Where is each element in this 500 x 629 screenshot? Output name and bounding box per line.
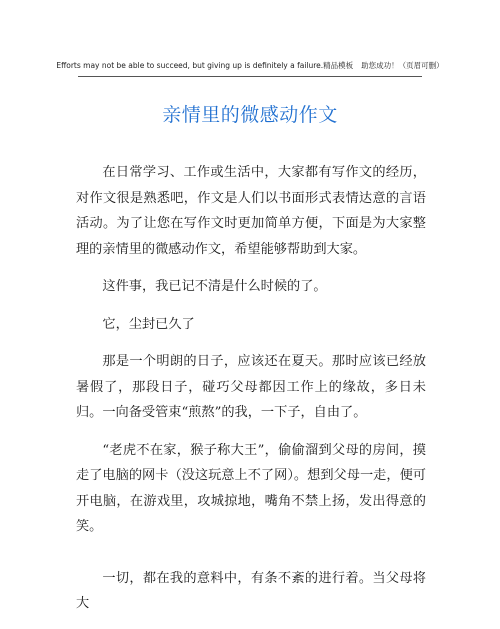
document-body	[76, 160, 426, 629]
header-wish: 助您成功！	[361, 61, 399, 70]
header-edit-note: （页眉可删）	[398, 61, 444, 70]
paragraph-6: 一切，都在我的意料中，有条不紊的进行着。当父母将大	[76, 570, 426, 611]
header-divider	[78, 76, 422, 77]
page-header	[0, 60, 500, 71]
header-motto: Efforts may not be able to succeed, but giving up is definitely a failure.	[56, 61, 324, 70]
paragraph-intro: 在日常学习、工作或生活中，大家都有写作文的经历，对作文很是熟悉吧，作文是人们以书面形式表情达意的言语活动。为了让您在写作文时更加简单方便，下面是为大家整理的亲情里的微感动作文，希望能够帮助到大家。	[76, 165, 426, 257]
paragraph-4: 那是一个明朗的日子，应该还在夏天。那时应该已经放暑假了，那段日子，碰巧父母都因工作上的缘故，多日未归。一向备受管束“煎熬”的我，一下子，自由了。	[76, 354, 426, 420]
paragraph-3: 它，尘封已久了	[102, 316, 195, 332]
paragraph-5: “老虎不在家，猴子称大王”，偷偷溜到父母的房间，摸走了电脑的网卡（没这玩意上不了网）。想到父母一走，便可开电脑，在游戏里，攻城掠地，嘴角不禁上扬，发出得意的笑。	[76, 442, 426, 534]
paragraph-2: 这件事，我已记不清是什么时候的了。	[102, 279, 327, 294]
header-tag: 精品模板	[323, 61, 354, 70]
document-title: 亲情里的微感动作文	[162, 104, 338, 126]
